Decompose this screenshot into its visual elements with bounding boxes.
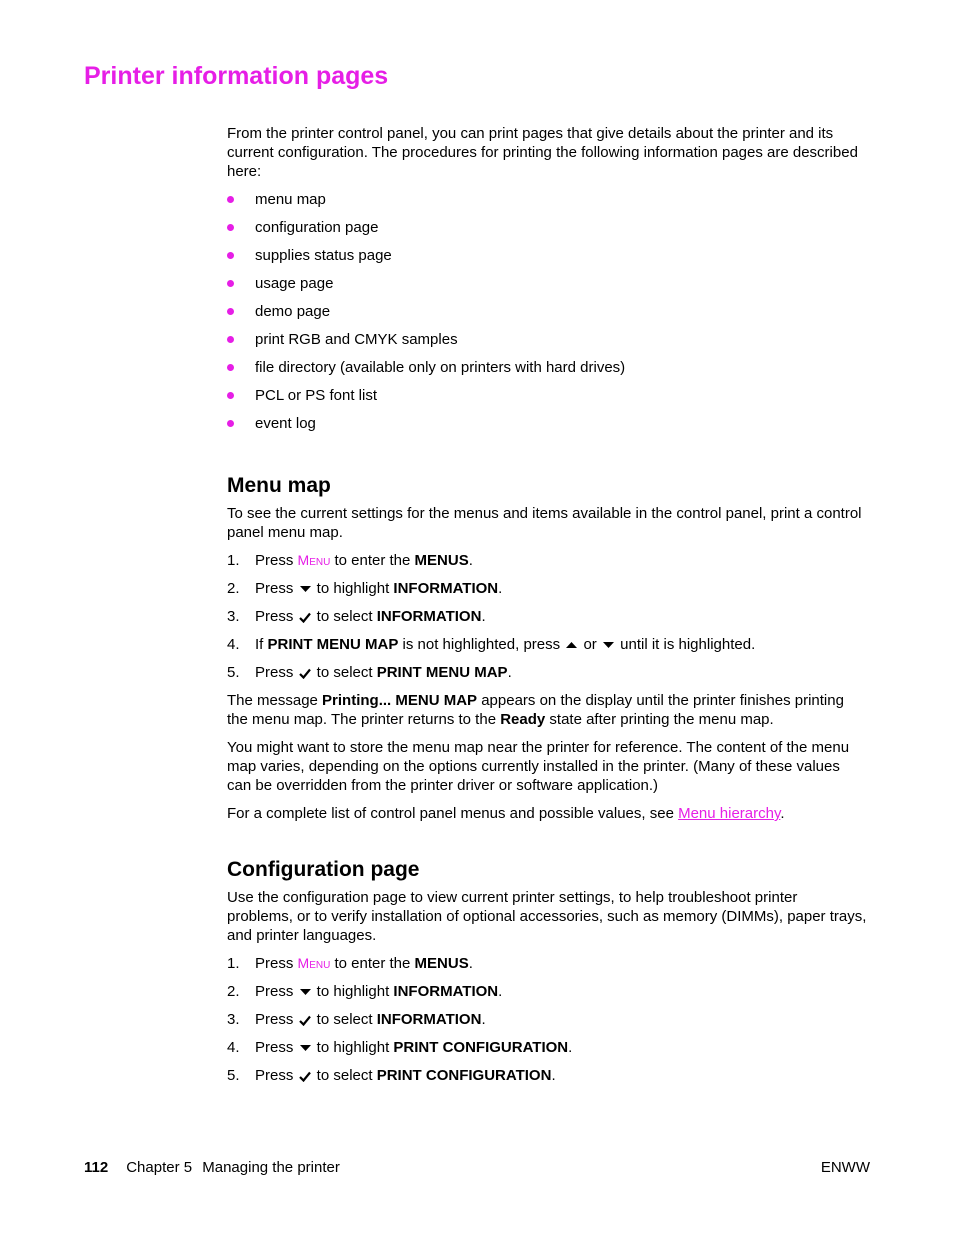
up-arrow-icon	[565, 641, 578, 649]
step-item: 5. Press to select PRINT CONFIGURATION.	[227, 1067, 556, 1084]
menu-map-note-paragraph: You might want to store the menu map near the printer for reference. The content of the menu map varies, depending on the options currently installed in the printer. (Many of these values can be overridden from the printer driver or software application.)	[227, 739, 850, 794]
step-item: 4. Press to highlight PRINT CONFIGURATION.	[227, 1039, 573, 1056]
checkmark-icon	[299, 668, 312, 679]
menu-hierarchy-link[interactable]: Menu hierarchy	[678, 805, 781, 822]
bullet-icon	[227, 224, 234, 231]
step-item: 5. Press to select PRINT MENU MAP.	[227, 664, 512, 681]
down-arrow-icon	[299, 1044, 312, 1052]
down-arrow-icon	[299, 988, 312, 996]
bullet-icon	[227, 392, 234, 399]
list-item: menu map	[227, 190, 867, 218]
menu-map-intro: To see the current settings for the menus and items available in the control panel, print a control panel menu map.	[227, 505, 862, 541]
step-item: 4. If PRINT MENU MAP is not highlighted, press or until it is highlighted.	[227, 636, 756, 653]
menu-key-label: MENU	[297, 552, 331, 568]
page-title: Printer information pages	[84, 62, 389, 90]
list-item: usage page	[227, 274, 867, 302]
printing-message-paragraph: The message Printing... MENU MAP appears on the display until the printer finishes printing the menu map. The printer returns to the Ready state after printing the menu map.	[227, 692, 844, 728]
down-arrow-icon	[602, 641, 615, 649]
menu-key-label: MENU	[297, 955, 331, 971]
menu-map-heading: Menu map	[227, 474, 331, 497]
step-item: 1. Press MENU to enter the MENUS.	[227, 955, 473, 972]
bullet-icon	[227, 336, 234, 343]
menu-hierarchy-paragraph: For a complete list of control panel menus and possible values, see Menu hierarchy.	[227, 805, 785, 822]
list-item: file directory (available only on printers with hard drives)	[227, 358, 867, 386]
menu-map-steps	[227, 551, 867, 691]
main-content	[227, 124, 867, 1094]
intro-paragraph: From the printer control panel, you can print pages that give details about the printer and its current configuration. The procedures for printing the following information pages are described here:	[227, 125, 858, 180]
step-item: 3. Press to select INFORMATION.	[227, 1011, 486, 1028]
list-item: configuration page	[227, 218, 867, 246]
footer-left	[84, 1158, 340, 1177]
checkmark-icon	[299, 1015, 312, 1026]
bullet-icon	[227, 252, 234, 259]
section-label: Managing the printer	[202, 1159, 340, 1176]
bullet-icon	[227, 364, 234, 371]
list-item: PCL or PS font list	[227, 386, 867, 414]
bullet-icon	[227, 308, 234, 315]
checkmark-icon	[299, 612, 312, 623]
step-item: 2. Press to highlight INFORMATION.	[227, 580, 503, 597]
configuration-page-heading: Configuration page	[227, 858, 420, 881]
configuration-intro: Use the configuration page to view current printer settings, to help troubleshoot printer problems, or to verify installation of optional accessories, such as memory (DIMMs), paper trays, and printer languages.	[227, 889, 867, 944]
list-item: print RGB and CMYK samples	[227, 330, 867, 358]
bullet-icon	[227, 196, 234, 203]
checkmark-icon	[299, 1071, 312, 1082]
list-item: event log	[227, 414, 867, 442]
footer-right: ENWW	[820, 1159, 870, 1176]
step-item: 3. Press to select INFORMATION.	[227, 608, 486, 625]
bullet-icon	[227, 280, 234, 287]
list-item: demo page	[227, 302, 867, 330]
bullet-icon	[227, 420, 234, 427]
configuration-steps	[227, 954, 867, 1094]
down-arrow-icon	[299, 585, 312, 593]
step-item: 2. Press to highlight INFORMATION.	[227, 983, 503, 1000]
chapter-label: Chapter 5	[126, 1159, 193, 1176]
information-pages-list	[227, 190, 867, 442]
list-item: supplies status page	[227, 246, 867, 274]
step-item: 1. Press MENU to enter the MENUS.	[227, 552, 473, 569]
page-number: 112	[84, 1159, 109, 1176]
